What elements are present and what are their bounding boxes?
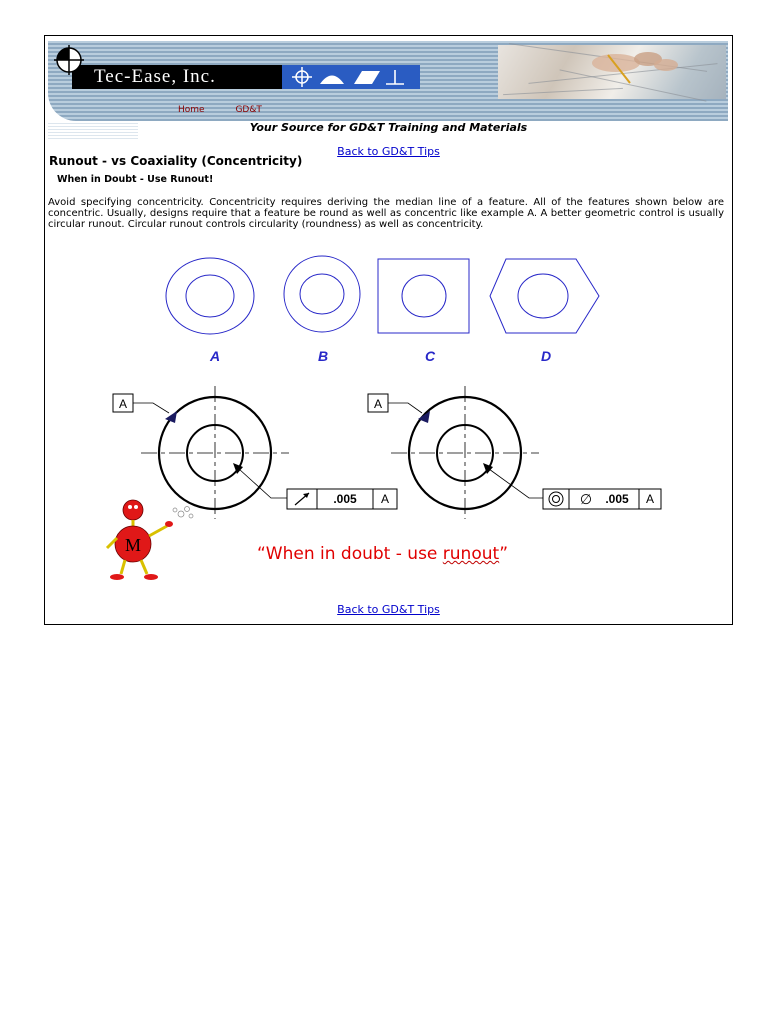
- gdt-symbol-bar: [282, 65, 420, 89]
- perpendicularity-icon: [386, 70, 404, 84]
- page-frame: [44, 35, 733, 625]
- flatness-icon: [354, 71, 380, 84]
- quote-prefix: “When in doubt - use: [257, 544, 443, 564]
- concentricity-icon: [549, 492, 563, 506]
- back-to-tips-link-top[interactable]: Back to GD&T Tips: [337, 145, 440, 158]
- page-title: Runout - vs Coaxiality (Concentricity): [49, 154, 303, 168]
- page-subtitle: When in Doubt - Use Runout!: [57, 174, 214, 185]
- company-logo: [72, 65, 420, 89]
- example-label-a: A: [209, 348, 221, 364]
- example-b-shape: [284, 256, 360, 332]
- example-a-shape: [166, 258, 254, 334]
- example-label-b: B: [317, 348, 329, 364]
- datum-ref-right: A: [645, 492, 655, 506]
- nav-gdt[interactable]: GD&T: [235, 105, 262, 115]
- concentric-examples: [45, 251, 732, 366]
- top-nav: [178, 105, 290, 115]
- header-photo: [498, 45, 726, 99]
- example-d-shape: [490, 259, 599, 333]
- logo-crosshair-icon: [54, 45, 84, 75]
- quote-suffix: ”: [499, 544, 508, 564]
- quote-emphasis: runout: [442, 544, 500, 564]
- mascot-letter: M: [124, 535, 142, 555]
- example-label-d: D: [540, 348, 552, 364]
- example-c-shape: [378, 259, 469, 333]
- position-icon: [292, 67, 312, 87]
- article-body: Avoid specifying concentricity. Concentricity requires deriving the median line of a feature. All of the features shown below are concentric. Usually, designs require that a feature be round as well as concentric like example A. A better geometric control is usually circular runout. Circular runout controls circularity (roundness) as well as concentricity.: [48, 197, 724, 230]
- profile-icon: [320, 76, 344, 85]
- company-name: Tec-Ease, Inc.: [94, 66, 216, 87]
- datum-label-left: A: [118, 397, 128, 411]
- tagline: Your Source for GD&T Training and Materials: [249, 121, 528, 134]
- back-to-tips-link-bottom[interactable]: Back to GD&T Tips: [337, 603, 440, 616]
- example-label-c: C: [424, 348, 436, 364]
- tolerance-value-right: .005: [605, 492, 629, 506]
- nav-home[interactable]: Home: [178, 105, 205, 115]
- mascot-figure: [103, 492, 203, 582]
- header-banner: [48, 41, 728, 121]
- diameter-symbol: ∅: [579, 491, 593, 507]
- datum-label-right: A: [373, 397, 383, 411]
- tolerance-value-left: .005: [333, 492, 357, 506]
- runout-quote: [257, 544, 508, 564]
- datum-ref-left: A: [380, 492, 390, 506]
